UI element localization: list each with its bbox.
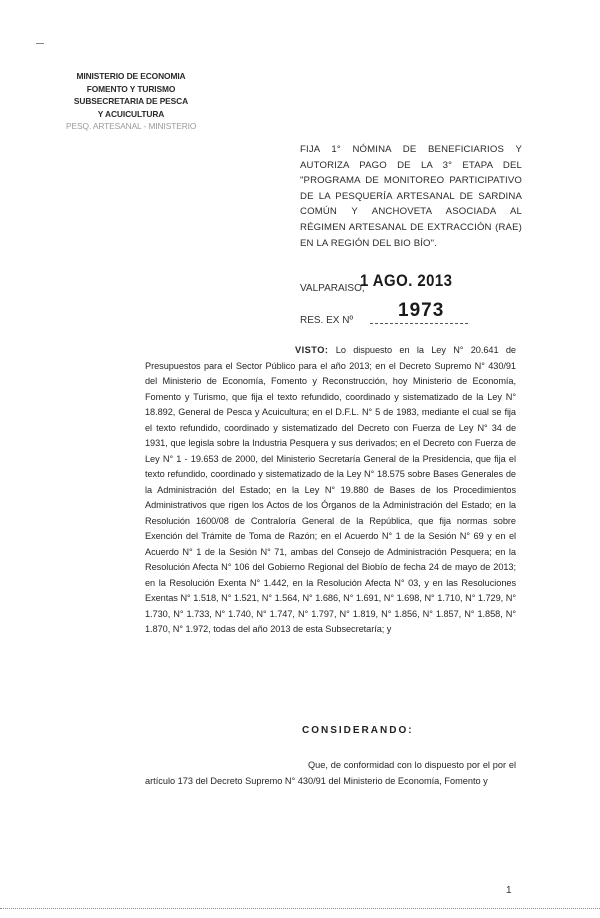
document-title: FIJA 1° NÓMINA DE BENEFICIARIOS Y AUTORIZA PAGO DE LA 3° ETAPA DEL "PROGRAMA DE MONITOREO PARTICIPATIVO DE LA PESQUERÍA ARTESANAL DE SARDINA COMÚN Y ANCHOVETA ASOCIADA AL RÉGIMEN ARTESANAL DE EXTRACCIÓN (RAE) EN LA REGIÓN DEL BIO BÍO". (300, 144, 522, 249)
resolution-underline (370, 323, 468, 324)
considerando-heading: CONSIDERANDO: (302, 725, 414, 736)
ministry-line: SUBSECRETARIA DE PESCA (73, 96, 189, 106)
ministry-line: MINISTERIO DE ECONOMIA (76, 71, 186, 81)
visto-text: Lo dispuesto en la Ley N° 20.641 de Presupuestos para el Sector Público para el año 2013; en el Decreto Supremo N° 430/91 del Ministerio de Economía, Fomento y Reconstrucción, hoy Ministerio de Economía, Fomento y Turismo, que fija el texto refundido, coordinado y sistematizado de la Ley N° 18.892, General de Pesca y Acuicultura; en el D.F.L. N° 5 de 1983, mediante el cual se fija el texto refundido, coordinado y sistematizado del Decreto con Fuerza de Ley N° 34 de 1931, que legisla sobre la Industria Pesquera y sus derivados; en el Decreto con Fuerza de Ley N° 1 - 19.653 de 2000, del Ministerio Secretaría General de la Presidencia, que fija el texto refundido, coordinado y sistematizado de la Ley N° 18.575 sobre Bases Generales de la Administración del Estado; en la Ley N° 19.880 de Bases de los Procedimientos Administrativos que rigen los Actos de los Órganos de la Administración del Estado; en la Resolución 1600/08 de Contraloría General de la República, que fija normas sobre Exención del Trámite de Toma de Razón; en el Acuerdo N° 1 de la Sesión N° 69 y en el Acuerdo N° 1 de la Sesión N° 71, ambas del Consejo de Administración Pesquera; en la Resolución Afecta N° 106 del Gobierno Regional del Biobío de fecha 24 de mayo de 2013; en la Resolución Exenta N° 1.442, en la Resolución Afecta N° 03, y en las Resoluciones Exentas N° 1.518, N° 1.521, N° 1.564, N° 1.686, N° 1.691, N° 1.698, N° 1.710, N° 1.729, N° 1.730, N° 1.733, N° 1.740, N° 1.747, N° 1.797, N° 1.819, N° 1.856, N° 1.857, N° 1.858, N° 1.870, N° 1.972, todas del año 2013 de esta Subsecretaría; y (145, 345, 516, 634)
ministry-line: Y ACUICULTURA (97, 108, 165, 119)
resolution-number: 1973 (398, 300, 445, 321)
bottom-scan-edge (0, 908, 600, 909)
ministry-header (66, 70, 196, 133)
city-label: VALPARAISO, (300, 283, 365, 294)
considerando-text: Que, de conformidad con lo dispuesto por el por el artículo 173 del Decreto Supremo N° 430/91 del Ministerio de Economía, Fomento y (145, 760, 516, 786)
considerando-section (145, 758, 516, 789)
date-stamp: 1 AGO. 2013 (360, 271, 453, 290)
page-number: 1 (506, 885, 512, 896)
ministry-line-stamp: PESQ. ARTESANAL - MINISTERIO (66, 121, 197, 131)
ministry-line: FOMENTO Y TURISMO (86, 83, 176, 94)
visto-section (145, 343, 516, 638)
visto-heading: VISTO: (295, 345, 329, 355)
resolution-label: RES. EX Nº (300, 315, 354, 326)
scan-mark (36, 43, 44, 44)
